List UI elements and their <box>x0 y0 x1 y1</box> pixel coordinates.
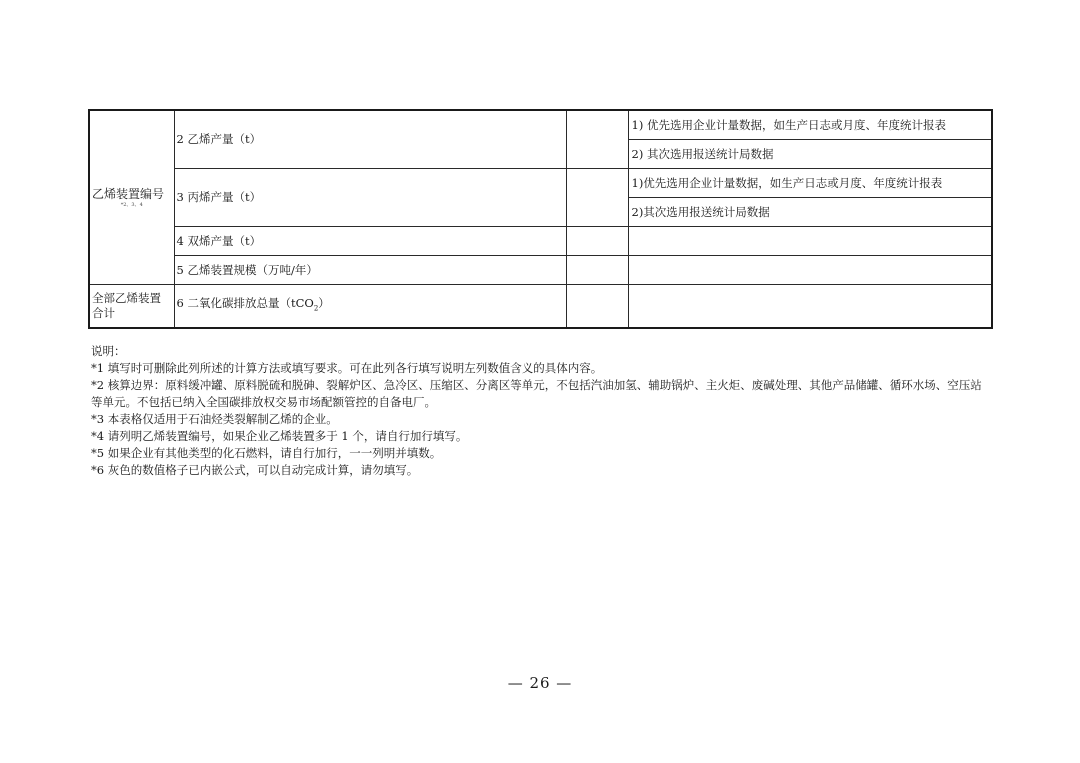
note-cell: 2)其次选用报送统计局数据 <box>628 198 992 227</box>
value-cell-ethylene-output[interactable] <box>566 110 628 169</box>
note-cell: 2) 其次选用报送统计局数据 <box>628 140 992 169</box>
note-cell-empty <box>628 227 992 256</box>
value-cell-diene-output[interactable] <box>566 227 628 256</box>
note-cell: 1)优先选用企业计量数据，如生产日志或月度、年度统计报表 <box>628 169 992 198</box>
notes-section <box>91 343 991 479</box>
note-cell: 1) 优先选用企业计量数据，如生产日志或月度、年度统计报表 <box>628 110 992 140</box>
note-cell-empty <box>628 285 992 329</box>
group-all-units-total: 全部乙烯装置合计 <box>89 285 174 329</box>
value-cell-propylene-output[interactable] <box>566 169 628 227</box>
row-label-ethylene-output: 2 乙烯产量（t） <box>174 110 566 169</box>
value-cell-unit-capacity[interactable] <box>566 256 628 285</box>
note-cell-empty <box>628 256 992 285</box>
note-item: *6 灰色的数值格子已内嵌公式，可以自动完成计算，请勿填写。 <box>91 463 419 477</box>
row-label-co2-total: 6 二氧化碳排放总量（tCO$_2$） <box>174 285 566 329</box>
group-ethylene-unit-id <box>89 110 174 285</box>
row-label-propylene-output: 3 丙烯产量（t） <box>174 169 566 227</box>
value-cell-co2-total[interactable] <box>566 285 628 329</box>
note-item: *4 请列明乙烯装置编号，如果企业乙烯装置多于 1 个，请自行加行填写。 <box>91 429 468 443</box>
note-item: *5 如果企业有其他类型的化石燃料，请自行加行，一一列明并填数。 <box>91 446 442 460</box>
note-item: *2 核算边界：原料缓冲罐、原料脱硫和脱砷、裂解炉区、急冷区、压缩区、分离区等单元，不包括汽油加氢、辅助锅炉、主火炬、废碱处理、其他产品储罐、循环水场、空压站等单元。不包括已纳入全国碳排放权交易市场配额管控的自备电厂。 <box>91 378 982 409</box>
row-label-diene-output: 4 双烯产量（t） <box>174 227 566 256</box>
row-label-unit-capacity: 5 乙烯装置规模（万吨/年） <box>174 256 566 285</box>
note-item: *1 填写时可删除此列所述的计算方法或填写要求。可在此列各行填写说明左列数值含义的具体内容。 <box>91 361 603 375</box>
group-title: 乙烯装置编号 <box>92 186 165 201</box>
notes-heading: 说明： <box>91 344 126 358</box>
ethylene-data-table <box>88 109 993 329</box>
note-item: *3 本表格仅适用于石油烃类裂解制乙烯的企业。 <box>91 412 338 426</box>
page-number: — 26 — <box>507 674 573 692</box>
group-footnote-ref: *2、3、4 <box>120 201 143 208</box>
